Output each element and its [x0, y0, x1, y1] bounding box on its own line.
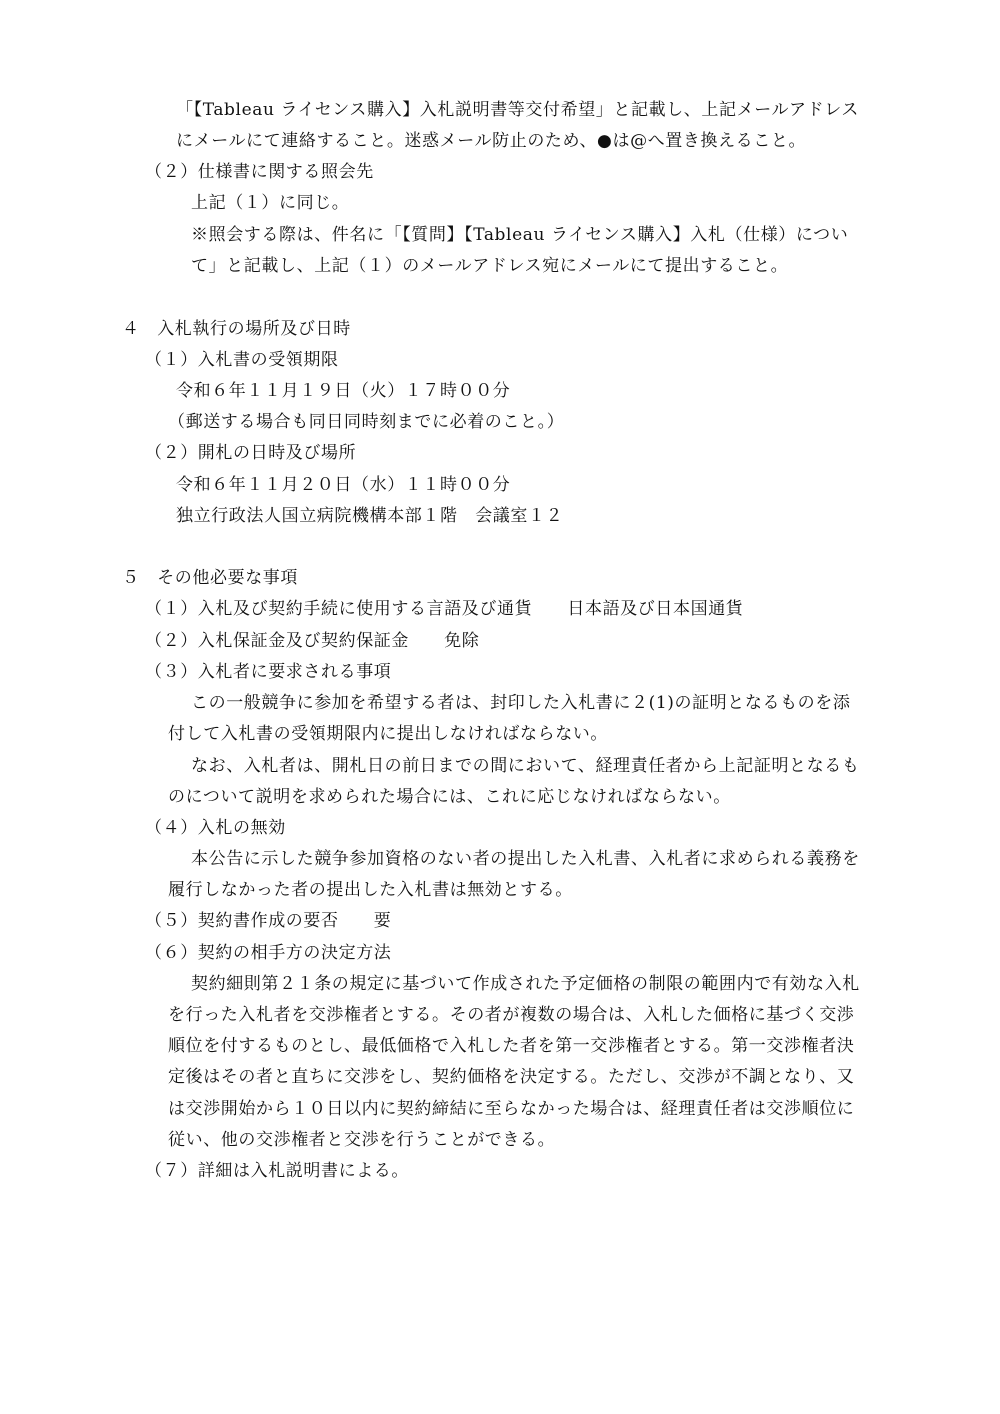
- section-heading: （１）入札書の受領期限: [145, 350, 339, 370]
- section-heading: （２）入札保証金及び契約保証金 免除: [145, 631, 480, 651]
- text-line: 本公告に示した競争参加資格のない者の提出した入札書、入札者に求められる義務を: [191, 849, 860, 869]
- section-heading: （１）入札及び契約手続に使用する言語及び通貨 日本語及び日本国通貨: [145, 599, 744, 619]
- text-line: 「【Tableau ライセンス購入】入札説明書等交付希望」と記載し、上記メールアドレス: [176, 100, 859, 120]
- section-heading: ５ その他必要な事項: [122, 568, 298, 588]
- text-line: て」と記載し、上記（１）のメールアドレス宛にメールにて提出すること。: [191, 256, 789, 276]
- text-line: 上記（１）に同じ。: [191, 193, 350, 213]
- text-line: この一般競争に参加を希望する者は、封印した入札書に２(1)の証明となるものを添: [191, 693, 851, 713]
- section-heading: ４ 入札執行の場所及び日時: [122, 319, 351, 339]
- text-line: 令和６年１１月２０日（水）１１時００分: [176, 475, 511, 495]
- text-line: を行った入札者を交渉権者とする。その者が複数の場合は、入札した価格に基づく交渉: [168, 1005, 855, 1025]
- text-line: 順位を付するものとし、最低価格で入札した者を第一交渉権者とする。第一交渉権者決: [168, 1036, 855, 1056]
- text-line: なお、入札者は、開札日の前日までの間において、経理責任者から上記証明となるも: [191, 756, 860, 776]
- section-heading: （５）契約書作成の要否 要: [145, 911, 392, 931]
- text-line: 独立行政法人国立病院機構本部１階 会議室１２: [176, 506, 564, 526]
- text-line: 令和６年１１月１９日（火）１７時００分: [176, 381, 511, 401]
- text-line: 履行しなかった者の提出した入札書は無効とする。: [168, 880, 573, 900]
- text-line: 付して入札書の受領期限内に提出しなければならない。: [168, 724, 608, 744]
- section-heading: （２）開札の日時及び場所: [145, 443, 357, 463]
- text-line: は交渉開始から１０日以内に契約締結に至らなかった場合は、経理責任者は交渉順位に: [168, 1099, 855, 1119]
- text-line: 従い、他の交渉権者と交渉を行うことができる。: [168, 1130, 556, 1150]
- section-heading: （６）契約の相手方の決定方法: [145, 943, 392, 963]
- text-line: のについて説明を求められた場合には、これに応じなければならない。: [168, 787, 731, 807]
- text-line: （郵送する場合も同日同時刻までに必着のこと。）: [168, 412, 565, 432]
- section-heading: （２）仕様書に関する照会先: [145, 162, 374, 182]
- text-line: 定後はその者と直ちに交渉をし、契約価格を決定する。ただし、交渉が不調となり、又: [168, 1067, 855, 1087]
- section-heading: （３）入札者に要求される事項: [145, 662, 392, 682]
- section-heading: （７）詳細は入札説明書による。: [145, 1161, 409, 1181]
- text-line: にメールにて連絡すること。迷惑メール防止のため、●は@へ置き換えること。: [176, 131, 807, 151]
- section-heading: （４）入札の無効: [145, 818, 286, 838]
- text-line: ※照会する際は、件名に「【質問】【Tableau ライセンス購入】入札（仕様）につい: [191, 225, 849, 245]
- text-line: 契約細則第２１条の規定に基づいて作成された予定価格の制限の範囲内で有効な入札: [191, 974, 860, 994]
